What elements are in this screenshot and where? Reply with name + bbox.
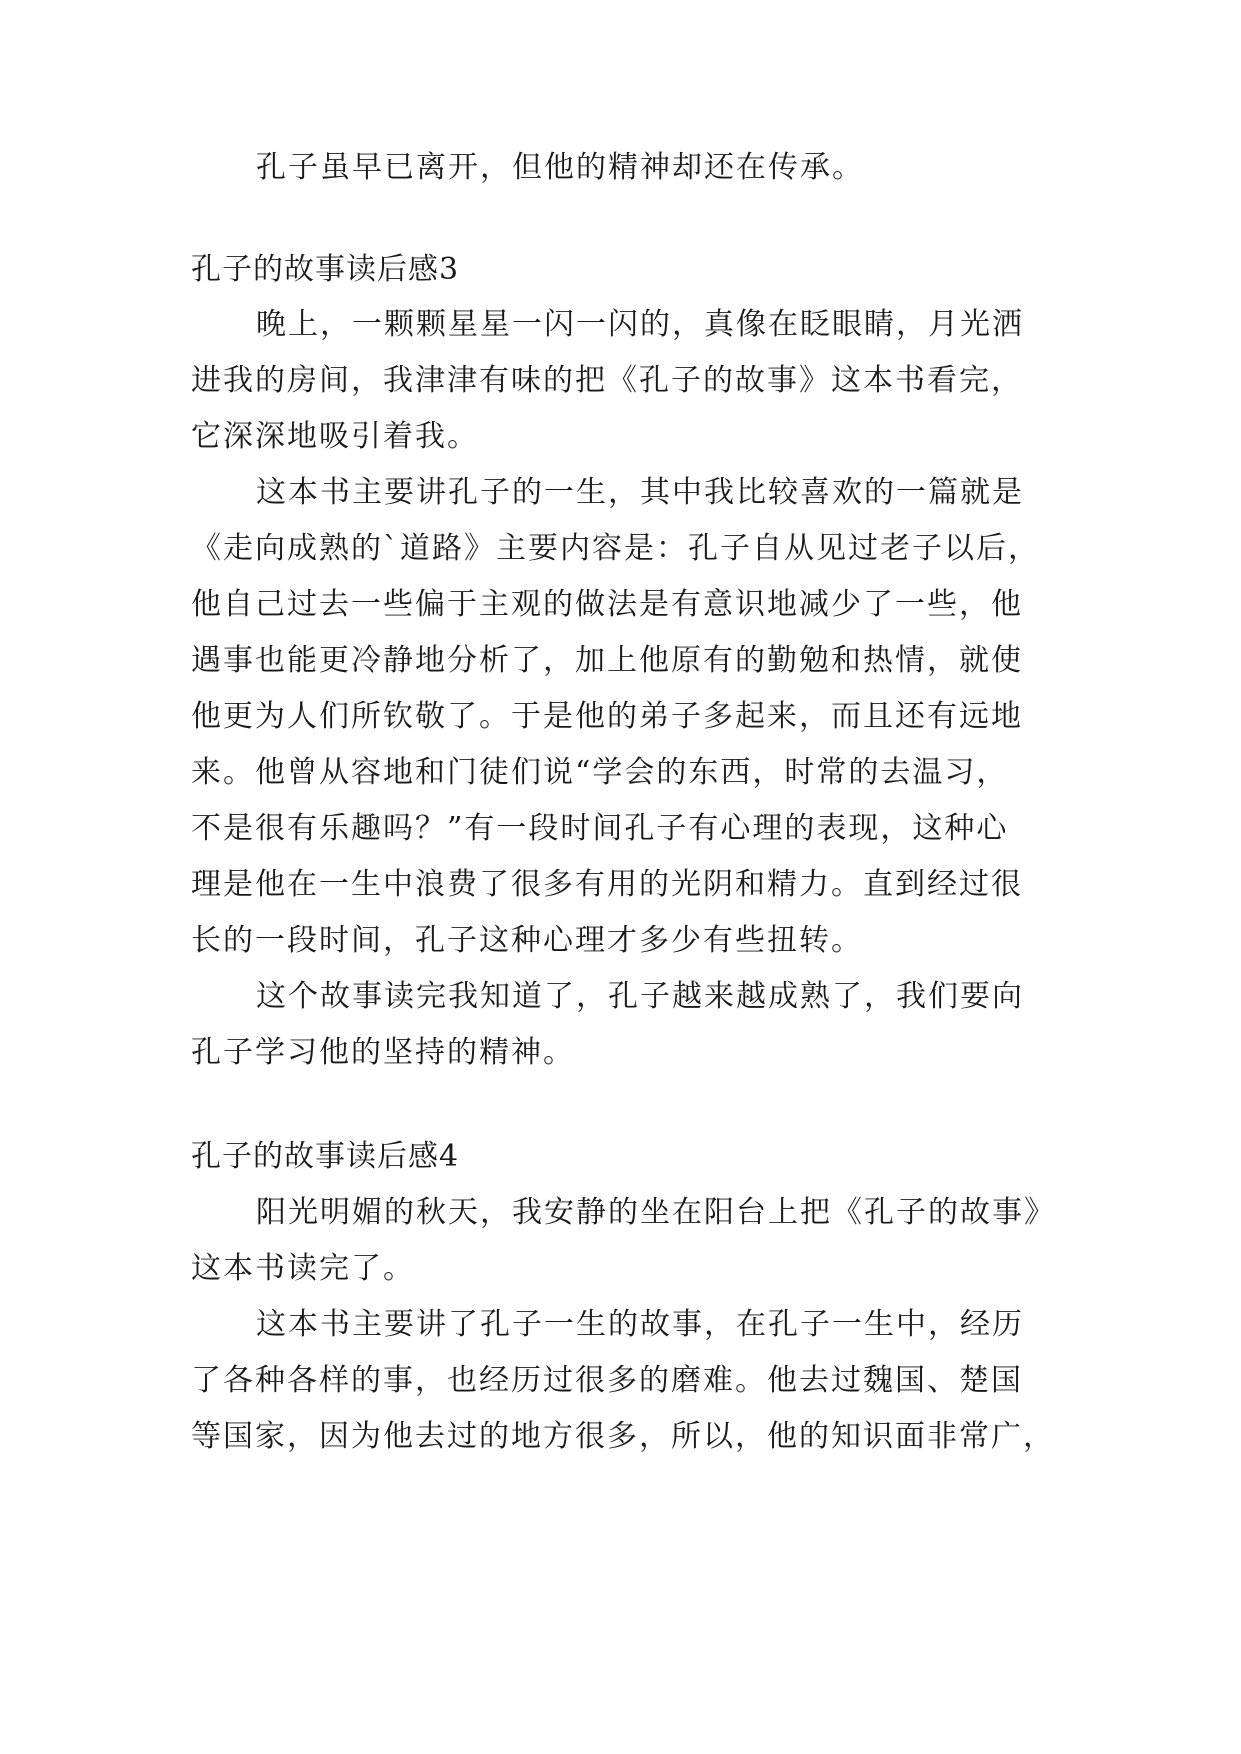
paragraph-line: 他自己过去一些偏于主观的做法是有意识地减少了一些，他 bbox=[191, 587, 1023, 622]
paragraph-line: 孔子虽早已离开，但他的精神却还在传承。 bbox=[256, 150, 864, 185]
paragraph-line: 它深深地吸引着我。 bbox=[191, 419, 479, 454]
paragraph-line: 这本书主要讲了孔子一生的故事，在孔子一生中，经历 bbox=[256, 1307, 1024, 1342]
paragraph-line: 进我的房间，我津津有味的把《孔子的故事》这本书看完， bbox=[191, 363, 1023, 398]
paragraph-line: 不是很有乐趣吗？”有一段时间孔子有心理的表现，这种心 bbox=[191, 811, 1009, 846]
paragraph-line: 这本书读完了。 bbox=[191, 1251, 415, 1286]
paragraph-line: 来。他曾从容地和门徒们说“学会的东西，时常的去温习， bbox=[191, 755, 1009, 790]
paragraph-line: 理是他在一生中浪费了很多有用的光阴和精力。直到经过很 bbox=[191, 867, 1023, 902]
section-title: 孔子的故事读后感3 bbox=[191, 252, 460, 287]
paragraph-line: 等国家，因为他去过的地方很多，所以，他的知识面非常广， bbox=[191, 1419, 1055, 1454]
paragraph-line: 这本书主要讲孔子的一生，其中我比较喜欢的一篇就是 bbox=[256, 475, 1024, 510]
paragraph-line: 《走向成熟的`道路》主要内容是：孔子自从见过老子以后， bbox=[191, 531, 1040, 566]
paragraph-line: 了各种各样的事，也经历过很多的磨难。他去过魏国、楚国 bbox=[191, 1363, 1023, 1398]
paragraph-line: 孔子学习他的坚持的精神。 bbox=[191, 1035, 575, 1070]
paragraph-line: 这个故事读完我知道了，孔子越来越成熟了，我们要向 bbox=[256, 979, 1024, 1014]
paragraph-line: 遇事也能更冷静地分析了，加上他原有的勤勉和热情，就使 bbox=[191, 643, 1023, 678]
paragraph-line: 他更为人们所钦敬了。于是他的弟子多起来，而且还有远地 bbox=[191, 699, 1023, 734]
section-title: 孔子的故事读后感4 bbox=[191, 1139, 460, 1174]
paragraph-line: 阳光明媚的秋天，我安静的坐在阳台上把《孔子的故事》 bbox=[256, 1195, 1056, 1230]
paragraph-line: 晚上，一颗颗星星一闪一闪的，真像在眨眼睛，月光洒 bbox=[256, 307, 1024, 342]
paragraph-line: 长的一段时间，孔子这种心理才多少有些扭转。 bbox=[191, 923, 863, 958]
